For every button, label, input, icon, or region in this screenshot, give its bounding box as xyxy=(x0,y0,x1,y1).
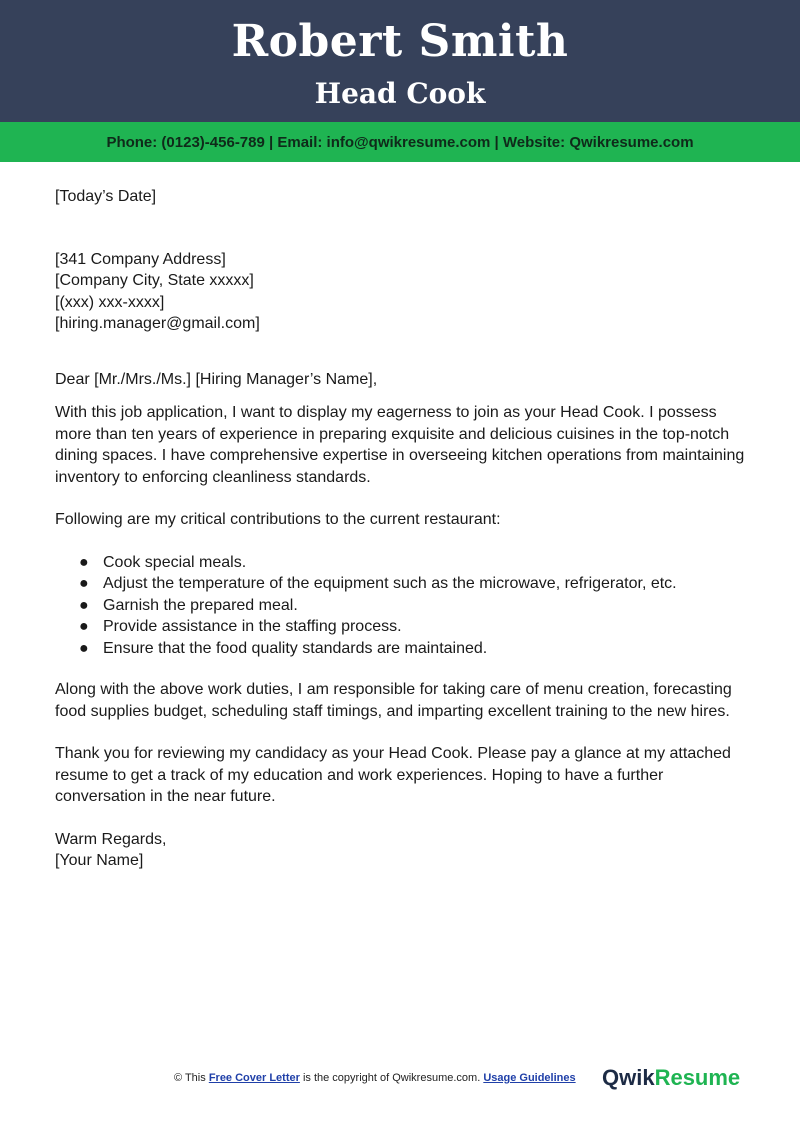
bullet-icon: ● xyxy=(79,618,89,635)
list-item xyxy=(79,616,745,638)
duty-text: Ensure that the food quality standards are maintained. xyxy=(103,639,488,657)
address-line: [(xxx) xxx-xxxx] xyxy=(55,293,165,311)
contact-bar: Phone: (0123)-456-789 | Email: info@qwikresume.com | Website: Qwikresume.com xyxy=(0,122,800,162)
page-footer xyxy=(0,1062,800,1092)
bullet-icon: ● xyxy=(79,575,89,592)
applicant-name: Robert Smith xyxy=(231,16,569,67)
qwikresume-logo[interactable] xyxy=(602,1064,740,1092)
job-title: Head Cook xyxy=(314,77,486,110)
address-line: [hiring.manager@gmail.com] xyxy=(55,315,260,332)
list-item xyxy=(79,573,745,595)
address-line: [341 Company Address] xyxy=(55,250,226,268)
duties-list xyxy=(55,552,745,660)
list-item xyxy=(79,552,745,574)
duty-text: Cook special meals. xyxy=(103,553,247,571)
duty-text: Garnish the prepared meal. xyxy=(103,596,298,614)
address-line: [Company City, State xxxxx] xyxy=(55,272,254,289)
free-cover-letter-link[interactable]: Free Cover Letter xyxy=(208,1072,300,1084)
intro-paragraph: With this job application, I want to display my eagerness to join as your Head Cook. I possess more than ten years of experience in preparing exquisite and delicious cuisines in the top-notch dining spaces. I have comprehensive expertise in overseeing kitchen operations from maintaining inventory to enforcing cleanliness standards. xyxy=(55,404,745,486)
closing-paragraph: Thank you for reviewing my candidacy as your Head Cook. Please pay a glance at my attached resume to get a track of my education and work experiences. Hoping to have a further conversation in the near future. xyxy=(55,745,731,805)
logo-text-resume: Resume xyxy=(654,1065,741,1090)
letter-body xyxy=(55,186,745,872)
list-intro: Following are my critical contributions to the current restaurant: xyxy=(55,511,501,528)
usage-guidelines-link[interactable]: Usage Guidelines xyxy=(483,1072,576,1084)
copyright-notice xyxy=(174,1071,576,1085)
recipient-address xyxy=(55,249,745,335)
copyright-prefix: © This xyxy=(174,1072,209,1084)
bullet-icon: ● xyxy=(79,596,89,614)
list-item xyxy=(79,638,745,660)
bullet-icon: ● xyxy=(79,639,89,657)
closing: Warm Regards, xyxy=(55,830,167,848)
salutation: Dear [Mr./Mrs./Ms.] [Hiring Manager’s Name], xyxy=(55,370,378,388)
copyright-middle: is the copyright of Qwikresume.com. xyxy=(299,1072,484,1084)
bullet-icon: ● xyxy=(79,553,89,571)
list-item xyxy=(79,595,745,617)
signature: [Your Name] xyxy=(55,852,144,869)
letter-header xyxy=(0,0,800,122)
responsibilities-paragraph: Along with the above work duties, I am responsible for taking care of menu creation, forecasting food supplies budget, scheduling staff timings, and imparting excellent training to the new hires. xyxy=(55,681,732,720)
logo-text-qwik: Qwik xyxy=(602,1065,655,1090)
duty-text: Provide assistance in the staffing process. xyxy=(103,618,402,635)
duty-text: Adjust the temperature of the equipment such as the microwave, refrigerator, etc. xyxy=(103,575,677,592)
letter-date: [Today’s Date] xyxy=(55,188,157,205)
